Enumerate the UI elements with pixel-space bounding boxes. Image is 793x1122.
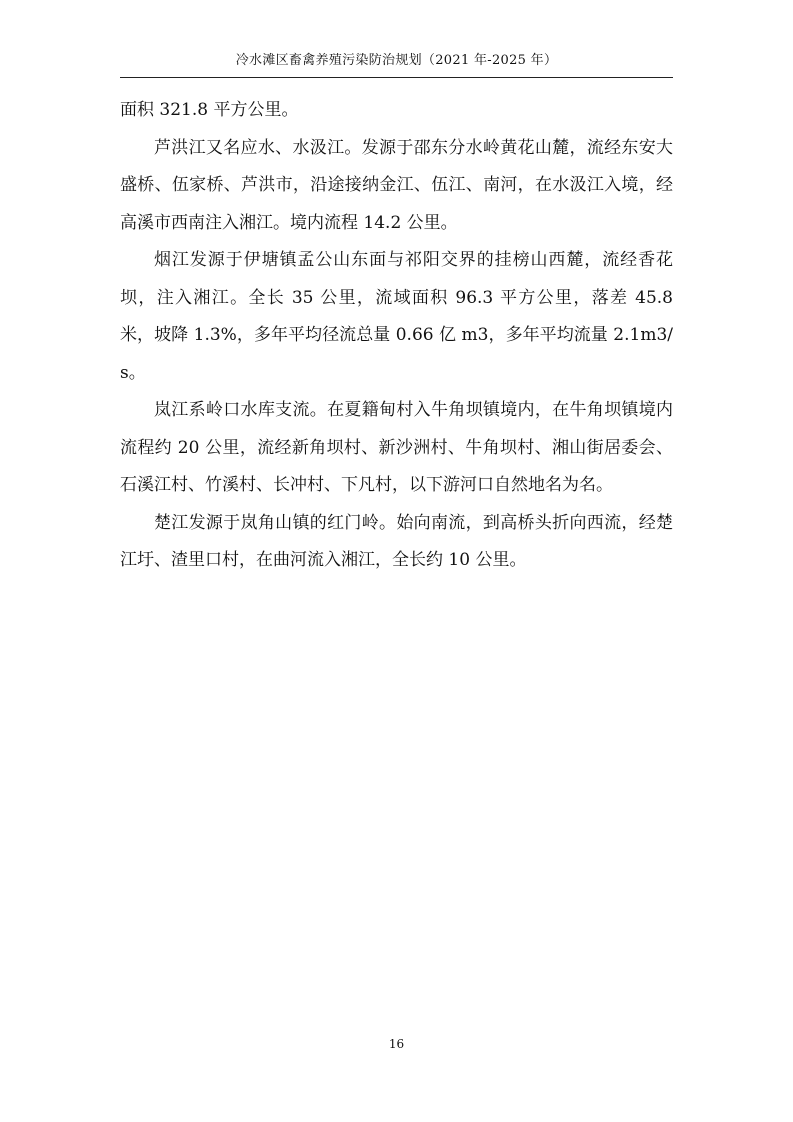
page-number: 16: [388, 1037, 405, 1051]
body-text: [120, 92, 673, 580]
paragraph-yan-river: 烟江发源于伊塘镇孟公山东面与祁阳交界的挂榜山西麓，流经香花坝，注入湘江。全长 35 公里，流域面积 96.3 平方公里，落差 45.8 米，坡降 1.3%，多年平均径流总量 0.66 亿 m3，多年平均流量 2.1m3/s。: [120, 250, 673, 383]
running-header: 冷水滩区畜禽养殖污染防治规划（2021 年-2025 年）: [235, 53, 558, 68]
header-rule: [120, 77, 673, 78]
paragraph-luhong-river: 芦洪江又名应水、水汲江。发源于邵东分水岭黄花山麓，流经东安大盛桥、伍家桥、芦洪市，沿途接纳金江、伍江、南河，在水汲江入境，经高溪市西南注入湘江。境内流程 14.2 公里。: [120, 137, 673, 233]
paragraph-chu-river: 楚江发源于岚角山镇的红门岭。始向南流，到高桥头折向西流，经楚江圩、渣里口村，在曲河流入湘江，全长约 10 公里。: [120, 512, 673, 570]
paragraph-continuation: 面积 321.8 平方公里。: [120, 100, 299, 120]
paragraph-lan-river: 岚江系岭口水库支流。在夏籍甸村入牛角坝镇境内，在牛角坝镇境内流程约 20 公里，流经新角坝村、新沙洲村、牛角坝村、湘山街居委会、石溪江村、竹溪村、长冲村、下凡村，以下游河口自然地名为名。: [120, 400, 673, 495]
